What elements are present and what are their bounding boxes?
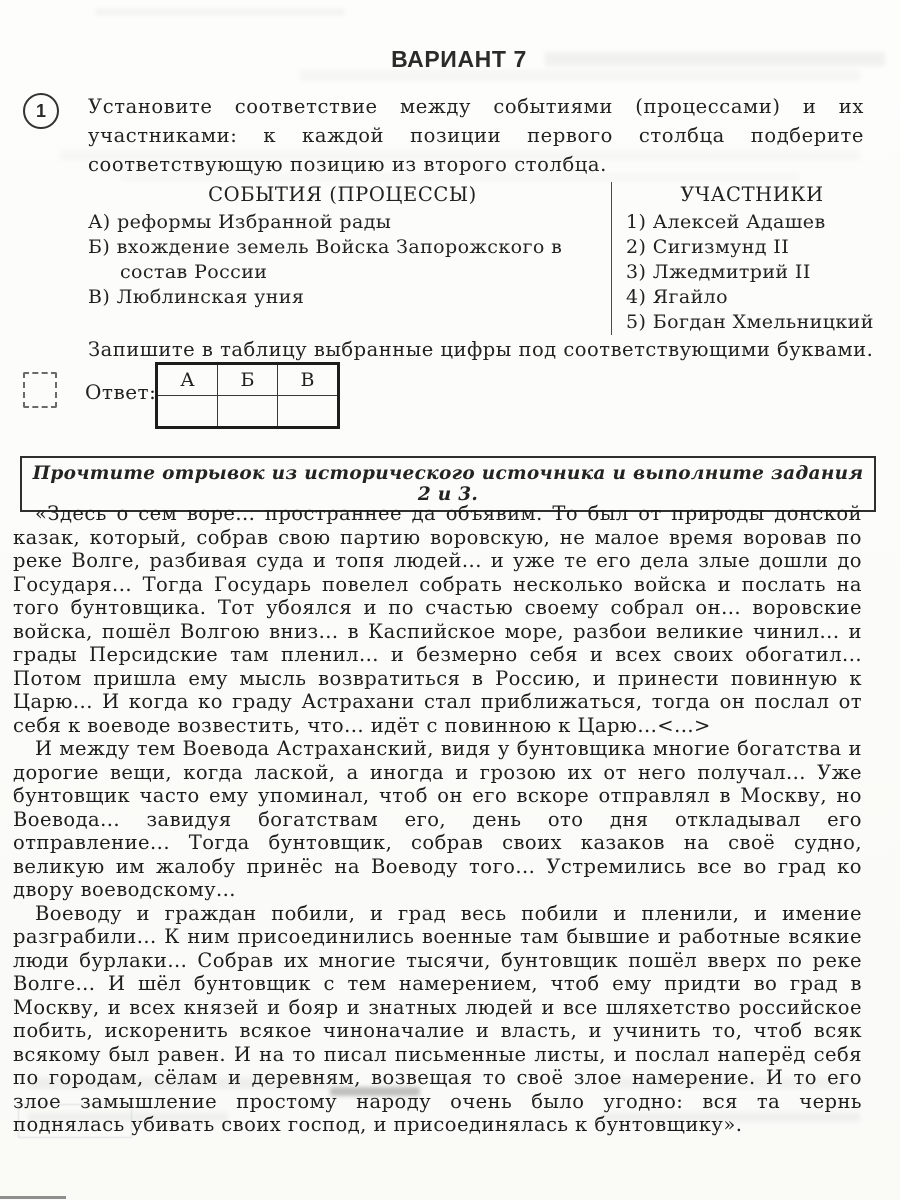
answer-table-value-row xyxy=(157,396,339,428)
answer-table xyxy=(155,362,340,429)
write-instruction: Запишите в таблицу выбранные цифры под соответствующими буквами. xyxy=(88,338,874,361)
answer-cell-b[interactable] xyxy=(218,396,278,428)
events-column xyxy=(88,182,612,335)
event-item-v xyxy=(88,285,597,310)
participants-column-header: УЧАСТНИКИ xyxy=(680,183,824,206)
task-number-badge: 1 xyxy=(23,93,59,129)
event-label: А) xyxy=(88,211,111,233)
participant-label: 2) xyxy=(626,236,647,258)
participant-label: 5) xyxy=(626,311,647,333)
answer-header-v: В xyxy=(278,364,339,396)
participant-text: Богдан Хмельницкий xyxy=(652,311,874,333)
task-prompt: Установите соответствие между событиями (процессами) и их участниками: к каждой позиции первого столбца подберите соответствующую позицию из второго столбца. xyxy=(88,95,864,176)
participant-item-4 xyxy=(626,285,878,310)
page-title: ВАРИАНТ 7 xyxy=(391,46,527,72)
answer-table-header-row xyxy=(157,364,339,396)
passage-paragraph-2: И между тем Воевода Астраханский, видя у бунтовщика многие богатства и дорогие вещи, когда лаской, а иногда и грозою их от него получал... Уже бунтовщик часто ему упоминал, чтоб он его вскоре отправлял в Москву, но Воевода... завидуя богатствам его, день ото дня откладывал его отправление... Тогда бунтовщик, собрав своих казаков на своё судно, великую им жалобу принёс на Воеводу того... Устремились все во град ко двору воеводскому... xyxy=(13,737,862,901)
bleed-through-artifact xyxy=(95,8,345,16)
answer-label: Ответ: xyxy=(85,380,157,404)
passage-paragraph-3: Воеводу и граждан побили, и град весь побили и пленили, и имение разграбили... К ним присоединились военные там бывшие и работные всякие люди бурлаки... Собрав их многие тысячи, бунтовщик пошёл вверх по реке Волге... И шёл бунтовщик с тем намерением, чтоб ему придти во град в Москву, и всех князей и бояр и знатных людей и все шляхетство российское побить, искоренить всякое чиноначалие и власть, и учинить то, чтоб всяк всякому был равен. И на то писал письменные листы, и послал наперёд себя по городам, сёлам и деревням, возвещая то своё злое намерение. И то его злое замышление простому народу очень было угодно: вся та чернь поднялась убивать своих господ, и присоединялась к бунтовщику». xyxy=(13,901,862,1136)
score-mark-box xyxy=(23,372,57,408)
answer-header-b: Б xyxy=(218,364,278,396)
event-text: реформы Избранной рады xyxy=(117,211,392,233)
participant-item-1 xyxy=(626,210,878,235)
event-label: Б) xyxy=(88,236,111,258)
participant-item-5 xyxy=(626,310,878,335)
event-text: Люблинская уния xyxy=(116,286,305,308)
participant-text: Ягайло xyxy=(652,286,728,308)
event-label: В) xyxy=(88,286,111,308)
event-text: вхождение земель Войска Запорожского в состав России xyxy=(116,236,563,283)
event-item-b xyxy=(88,235,597,285)
participant-item-3 xyxy=(626,260,878,285)
matching-columns xyxy=(88,182,878,335)
answer-cell-a[interactable] xyxy=(157,396,218,428)
scan-edge-line xyxy=(0,1196,66,1199)
events-column-header: СОБЫТИЯ (ПРОЦЕССЫ) xyxy=(208,183,477,206)
participant-text: Сигизмунд II xyxy=(652,236,790,258)
answer-cell-v[interactable] xyxy=(278,396,339,428)
participant-label: 3) xyxy=(626,261,647,283)
answer-header-a: А xyxy=(157,364,218,396)
participant-text: Алексей Адашев xyxy=(652,211,826,233)
participant-label: 4) xyxy=(626,286,647,308)
participant-text: Лжедмитрий II xyxy=(652,261,811,283)
participants-column xyxy=(612,182,878,335)
source-instruction-text: Прочтите отрывок из исторического источника и выполните задания 2 и 3. xyxy=(32,463,864,505)
event-item-a xyxy=(88,210,597,235)
source-passage xyxy=(13,502,862,1137)
participant-item-2 xyxy=(626,235,878,260)
passage-paragraph-1: «Здесь о сем воре... пространнее да объявим. То был от природы донской казак, который, собрав свою партию воровскую, не малое время воровав по реке Волге, разбивая суда и топя людей... и уже те его дела злые дошли до Государя... Тогда Государь повелел собрать несколько войска и послать на того бунтовщика. Тот убоялся и по счастью своему собрал он... воровские войска, пошёл Волгою вниз... в Каспийское море, разбои великие чинил... и грады Персидские там пленил... и безмерно себя и всех своих обогатил... Потом пришла ему мысль возвратиться в Россию, и принести повинную к Царю... И когда ко граду Астрахани стал приближаться, тогда он послал от себя к воеводе возвестить, что... идёт с повинною к Царю...<...> xyxy=(13,502,862,737)
participant-label: 1) xyxy=(626,211,647,233)
